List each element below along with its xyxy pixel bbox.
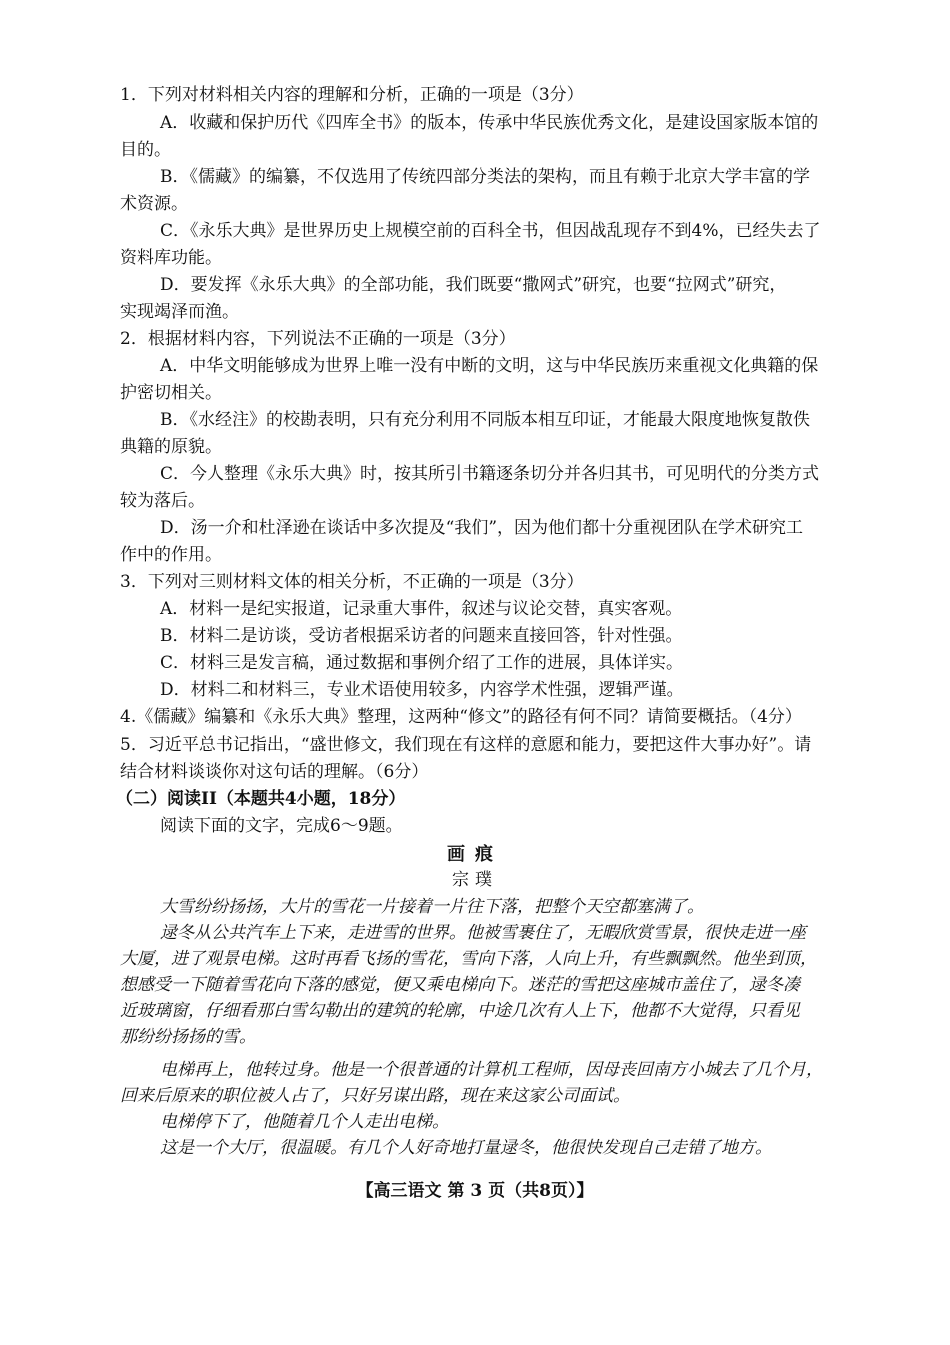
section-instruction: 阅读下面的文字，完成6～9题。 [160, 816, 403, 836]
q1-option-b-cont: 术资源。 [120, 194, 188, 214]
q1-stem: 1．下列对材料相关内容的理解和分析，正确的一项是（3分） [120, 85, 584, 105]
story-paragraph-line: 近玻璃窗，仔细看那白雪勾勒出的建筑的轮廓，中途几次有人上下，他都不大觉得，只看见 [120, 1001, 800, 1021]
q2-option-d: D．汤一介和杜泽逊在谈话中多次提及“我们”，因为他们都十分重视团队在学术研究工 [160, 518, 804, 538]
q1-option-a-cont: 目的。 [120, 140, 171, 160]
q5-stem: 5．习近平总书记指出，“盛世修文，我们现在有这样的意愿和能力，要把这件大事办好”。请 [120, 735, 812, 755]
q3-option-d: D．材料二和材料三，专业术语使用较多，内容学术性强，逻辑严谨。 [160, 680, 684, 700]
q2-option-a-cont: 护密切相关。 [120, 383, 222, 403]
q1-option-b: B．《儒藏》的编纂，不仅选用了传统四部分类法的架构，而且有赖于北京大学丰富的学 [160, 167, 810, 187]
q2-option-b: B．《水经注》的校勘表明，只有充分利用不同版本相互印证，才能最大限度地恢复散佚 [160, 410, 810, 430]
q5-stem-cont: 结合材料谈谈你对这句话的理解。（6分） [120, 762, 429, 782]
q2-option-a: A．中华文明能够成为世界上唯一没有中断的文明，这与中华民族历来重视文化典籍的保 [160, 356, 819, 376]
page-footer: 【高三语文 第 3 页（共8页）】 [356, 1181, 594, 1201]
story-paragraph-line: 大厦，进了观景电梯。这时再看飞扬的雪花，雪向下落，人向上升，有些飘飘然。他坐到顶， [120, 949, 817, 969]
q1-option-d: D．要发挥《永乐大典》的全部功能，我们既要“撒网式”研究，也要“拉网式”研究， [160, 275, 787, 295]
q3-stem: 3．下列对三则材料文体的相关分析，不正确的一项是（3分） [120, 572, 584, 592]
story-paragraph-line: 大雪纷纷扬扬，大片的雪花一片接着一片往下落，把整个天空都塞满了。 [160, 897, 704, 917]
section-heading: （二）阅读II（本题共4小题，18分） [116, 789, 406, 809]
q2-option-c-cont: 较为落后。 [120, 491, 205, 511]
q2-option-c: C．今人整理《永乐大典》时，按其所引书籍逐条切分并各归其书，可见明代的分类方式 [160, 464, 820, 484]
q3-option-c: C．材料三是发言稿，通过数据和事例介绍了工作的进展，具体详实。 [160, 653, 684, 673]
q2-option-b-cont: 典籍的原貌。 [120, 437, 222, 457]
q4-stem: 4.《儒藏》编纂和《永乐大典》整理，这两种“修文”的路径有何不同？请简要概括。（4分） [120, 707, 802, 727]
q2-stem: 2．根据材料内容，下列说法不正确的一项是（3分） [120, 329, 516, 349]
q1-option-c: C．《永乐大典》是世界历史上规模空前的百科全书，但因战乱现存不到4%，已经失去了 [160, 221, 821, 241]
q1-option-c-cont: 资料库功能。 [120, 248, 222, 268]
q3-option-b: B．材料二是访谈，受访者根据采访者的问题来直接回答，针对性强。 [160, 626, 683, 646]
q2-option-d-cont: 作中的作用。 [120, 545, 222, 565]
story-paragraph-line: 逯冬从公共汽车上下来，走进雪的世界。他被雪裹住了，无暇欣赏雪景，很快走进一座 [160, 923, 806, 943]
q1-option-d-cont: 实现竭泽而渔。 [120, 302, 239, 322]
story-author: 宗璞 [452, 870, 498, 890]
story-paragraph-line: 这是一个大厅，很温暖。有几个人好奇地打量逯冬，他很快发现自己走错了地方。 [160, 1138, 772, 1158]
story-paragraph-line: 那纷纷扬扬的雪。 [120, 1027, 256, 1047]
story-paragraph-line: 电梯再上，他转过身。他是一个很普通的计算机工程师，因母丧回南方小城去了几个月， [160, 1060, 823, 1080]
story-paragraph-line: 回来后原来的职位被人占了，只好另谋出路，现在来这家公司面试。 [120, 1086, 630, 1106]
q3-option-a: A．材料一是纪实报道，记录重大事件，叙述与议论交替，真实客观。 [160, 599, 683, 619]
q1-option-a: A．收藏和保护历代《四库全书》的版本，传承中华民族优秀文化，是建设国家版本馆的 [160, 113, 819, 133]
story-paragraph-line: 想感受一下随着雪花向下落的感觉，便又乘电梯向下。迷茫的雪把这座城市盖住了，逯冬凑 [120, 975, 800, 995]
story-paragraph-line: 电梯停下了，他随着几个人走出电梯。 [160, 1112, 449, 1132]
story-title: 画痕 [447, 844, 503, 865]
